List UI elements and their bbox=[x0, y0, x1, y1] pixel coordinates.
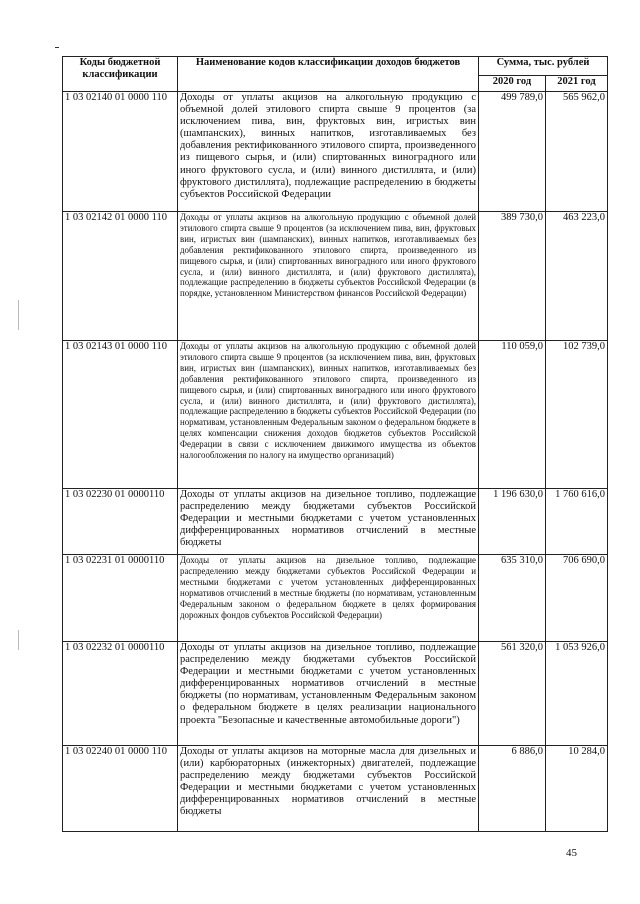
table-row bbox=[63, 341, 608, 489]
header-name: Наименование кодов классификации доходов бюджетов bbox=[178, 57, 479, 92]
row-amount-2020: 110 059,0 bbox=[479, 341, 546, 489]
table-row bbox=[63, 489, 608, 555]
row-code: 1 03 02240 01 0000 110 bbox=[63, 746, 178, 832]
header-code: Коды бюджетной классификации bbox=[63, 57, 178, 92]
row-amount-2020: 635 310,0 bbox=[479, 555, 546, 642]
table-row bbox=[63, 746, 608, 832]
row-code: 1 03 02231 01 0000110 bbox=[63, 555, 178, 642]
table-row bbox=[63, 642, 608, 746]
header-year-2021: 2021 год bbox=[546, 75, 608, 91]
row-amount-2021: 565 962,0 bbox=[546, 92, 608, 212]
page-number: 45 bbox=[566, 847, 577, 859]
row-code: 1 03 02142 01 0000 110 bbox=[63, 212, 178, 341]
row-amount-2021: 102 739,0 bbox=[546, 341, 608, 489]
table-row bbox=[63, 555, 608, 642]
row-code: 1 03 02143 01 0000 110 bbox=[63, 341, 178, 489]
row-amount-2020: 561 320,0 bbox=[479, 642, 546, 746]
header-year-2020: 2020 год bbox=[479, 75, 546, 91]
row-amount-2021: 1 053 926,0 bbox=[546, 642, 608, 746]
table-row bbox=[63, 92, 608, 212]
scan-edge-mark bbox=[18, 300, 19, 330]
row-name: Доходы от уплаты акцизов на алкогольную продукцию с объемной долей этилового спирта свыше 9 процентов (за исключением пива, вин, фруктовых вин, игристых вин (шампанских), винных напитков, изготавливаемых без добавления ректификованного этилового спирта, произведенного из пищевого сырья, и (или) спиртованных виноградного или иного фруктового сусла, и (или) винного дистиллята, и (или) фруктового дистиллята), подлежащие распределению в бюджеты субъектов Российской Федерации (по нормативам, установленным Федеральным законом о федеральном бюджете в целях компенсации снижения доходов бюджетов субъектов Российской Федерации в связи с исключением движимого имущества из объектов налогообложения по налогу на имущество организаций) bbox=[178, 341, 479, 489]
scan-edge-mark bbox=[18, 630, 19, 650]
row-name: Доходы от уплаты акцизов на алкогольную продукцию с объемной долей этилового спирта свыше 9 процентов (за исключением пива, вин, фруктовых вин, игристых вин (шампанских), винных напитков, изготавливаемых без добавления ректификованного этилового спирта, произведенного из пищевого сырья, и (или) спиртованных виноградного или иного фруктового сусла, и (или) винного дистиллята, и (или) фруктового дистиллята), подлежащие распределению в бюджеты субъектов Российской Федерации (в порядке, установленном Министерством финансов Российской Федерации) bbox=[178, 212, 479, 341]
row-amount-2020: 499 789,0 bbox=[479, 92, 546, 212]
row-name: Доходы от уплаты акцизов на моторные масла для дизельных и (или) карбюраторных (инжекторных) двигателей, подлежащие распределению между бюджетами субъектов Российской Федерации и местными бюджетами с учетом установленных дифференцированных нормативов отчислений в местные бюджеты bbox=[178, 746, 479, 832]
row-name: Доходы от уплаты акцизов на дизельное топливо, подлежащие распределению между бюджетами субъектов Российской Федерации и местными бюджетами с учетом установленных дифференцированных нормативов отчислений в местные бюджеты (по нормативам, установленным Федеральным законом о федеральном бюджете в целях реализации национального проекта "Безопасные и качественные автомобильные дороги") bbox=[178, 642, 479, 746]
row-name: Доходы от уплаты акцизов на алкогольную продукцию с объемной долей этилового спирта свыше 9 процентов (за исключением пива, вин, фруктовых вин, игристых вин (шампанских), винных напитков, изготавливаемых без добавления ректификованного этилового спирта, произведенного из пищевого сырья, и (или) спиртованных виноградного или иного фруктового сусла, и (или) винного дистиллята, и (или) фруктового дистиллята), подлежащие распределению в бюджеты субъектов Российской Федерации bbox=[178, 92, 479, 212]
table-row bbox=[63, 212, 608, 341]
row-amount-2021: 1 760 616,0 bbox=[546, 489, 608, 555]
scan-mark bbox=[55, 47, 59, 48]
row-name: Доходы от уплаты акцизов на дизельное топливо, подлежащие распределению между бюджетами субъектов Российской Федерации и местными бюджетами с учетом установленных дифференцированных нормативов отчислений в местные бюджеты bbox=[178, 489, 479, 555]
row-amount-2020: 6 886,0 bbox=[479, 746, 546, 832]
row-code: 1 03 02230 01 0000110 bbox=[63, 489, 178, 555]
row-name: Доходы от уплаты акцизов на дизельное топливо, подлежащие распределению между бюджетами субъектов Российской Федерации и местными бюджетами с учетом установленных дифференцированных нормативов отчислений в местные бюджеты (по нормативам, установленным Федеральным законом о федеральном бюджете в целях формирования дорожных фондов субъектов Российской Федерации) bbox=[178, 555, 479, 642]
row-amount-2021: 463 223,0 bbox=[546, 212, 608, 341]
row-amount-2020: 1 196 630,0 bbox=[479, 489, 546, 555]
row-code: 1 03 02140 01 0000 110 bbox=[63, 92, 178, 212]
row-amount-2021: 10 284,0 bbox=[546, 746, 608, 832]
row-code: 1 03 02232 01 0000110 bbox=[63, 642, 178, 746]
row-amount-2020: 389 730,0 bbox=[479, 212, 546, 341]
revenue-table bbox=[62, 56, 608, 832]
header-sum: Сумма, тыс. рублей bbox=[479, 57, 608, 76]
row-amount-2021: 706 690,0 bbox=[546, 555, 608, 642]
